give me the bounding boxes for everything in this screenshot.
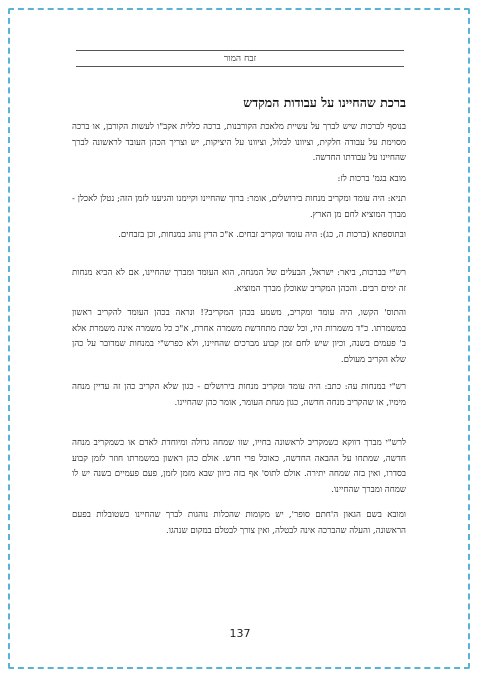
paragraph-intro: בנוסף לברכות שיש לברך על עשיית מלאכת הקורבנות, ברכה כללית אקב"ו לעשות הקורבן, או ברכה מסוימת על עבודה חלקית, וציוונו לבלול, וציוונו על היציקות, יש וצריך הכהן העובד לראשונה לברך שהחיינו על עבודתו החדשה. <box>72 122 406 163</box>
paragraph-tosafot: והתוס' הקשו, היה עומד ומקריב, משמע בכהן המקריב?! ונראה בכהן העומד להקריב ראשון במשמרתו. כ"ד משמרות היו, וכל שבת מתחדשת משמרה אחרת, א"כ כל משמרה אינה משמרת אלא ב' פעמים בשנה, וכיון שיש לחם זמן קבוע מברכים שהחיינו, ולא כפרש"י במנחות שמדובר על כהן שלא הקריב מעולם. <box>72 308 406 365</box>
page-heading: ברכת שהחיינו על עבודות המקדש <box>243 95 406 110</box>
paragraph-rashi-menachot: רש"י במנחות עה: כתב: היה עומד ומקריב מנחות בירושלים - כגון שלא הקריב כהן זה עדיין מנחה מימיו, או שהקריב מנחה חדשה, כגון מנחת העומר, אומר כהן שהחיינו. <box>72 382 406 408</box>
paragraph-gemara-source: מובא בגמ' ברכות לז: <box>337 174 406 184</box>
paragraph-tanya-quote: תניא: היה עומד ומקריב מנחות בירושלים, אומר: ברוך שהחיינו וקיימנו והגיענו לזמן הזה; נטלן לאכלן - מברך המוציא לחם מן הארץ. <box>72 194 406 220</box>
running-header <box>76 50 404 68</box>
paragraph-analysis: לרש"י מברך דווקא כשמקריב לראשונה בחייו, שזו שמחה גדולה ומיוחדת לאדם או כשמקריב מנחה חדשה, שמתחו על ההבאה החדשה, כאוכל פרי חדש. אולם כהן ראשון במשמרתו חוזר לזמן קבוע בסדרו, ואין בזה שמחה יתירה. אולם לתוס' אף בזה כיוון שבא מזמן לזמן, פעם פעמיים בשנה יש לו שמחה ומברך שהחיינו. <box>72 438 406 495</box>
header-rule-bottom <box>76 66 404 67</box>
paragraph-chatam-sofer: ומובא בשם הגאון ה'חתם סופר', יש מקומות שהכלות נוהגות לברך שהחיינו כשטובלות בפעם הראשונה, והעלה שהברכה אינה לבטלה, ואין צורך לבטלם במקום שנהגו. <box>72 510 406 536</box>
paragraph-tosefta: ובתוספתא (ברכות ה, כג): היה עומד ומקריב זבחים. א"כ הדין נוהג במנחות, וכן בזבחים. <box>118 230 406 240</box>
header-title: זבח המור <box>223 54 257 64</box>
paragraph-rashi-brachot: רש"י בברכות, ביאר: ישראל, הבעלים של המנחה, הוא העומד ומברך שהחיינו, אם לא הביא מנחות זה ימים רבים. והכהן המקריב שאוכלן מברך המוציא. <box>72 268 406 294</box>
header-rule-top <box>76 50 404 51</box>
page-number: 137 <box>229 627 251 640</box>
